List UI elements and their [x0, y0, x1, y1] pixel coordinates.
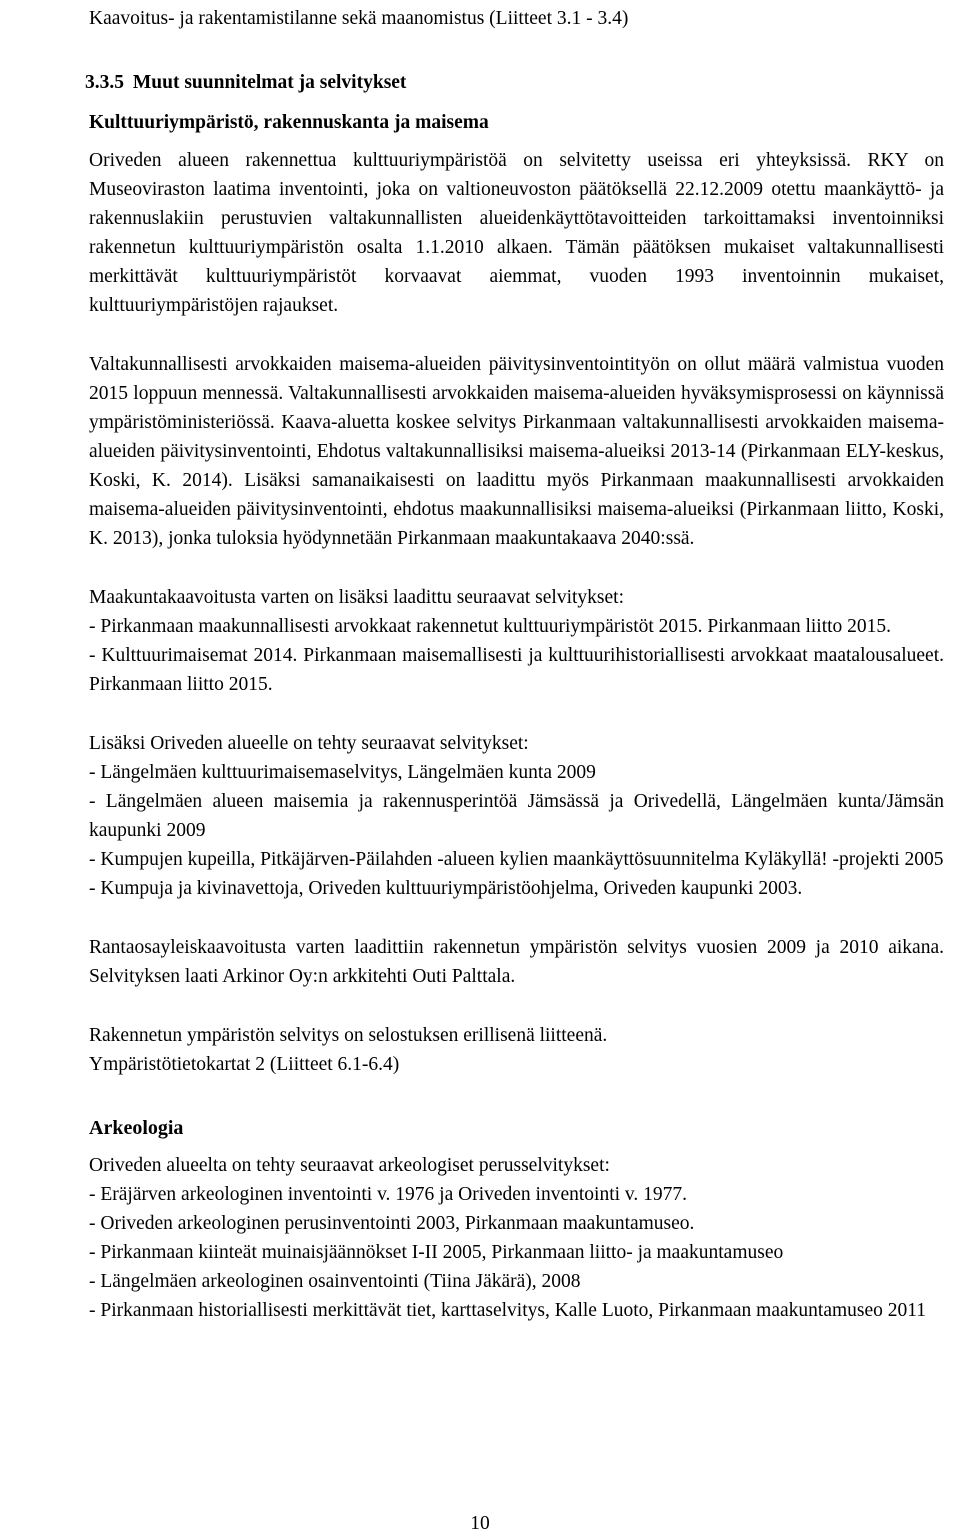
list-item: - Längelmäen alueen maisemia ja rakennusperintöä Jämsässä ja Orivedellä, Längelmäen kunta/Jämsän kaupunki 2009	[89, 791, 944, 841]
list-item: - Eräjärven arkeologinen inventointi v. 1976 ja Oriveden inventointi v. 1977.	[89, 1184, 688, 1205]
page-header: Kaavoitus- ja rakentamistilanne sekä maanomistus (Liitteet 3.1 - 3.4)	[89, 8, 629, 29]
maakunta-intro: Maakuntakaavoitusta varten on lisäksi laadittu seuraavat selvitykset:	[89, 587, 625, 608]
ymparistotietokartat-line: Ympäristötietokartat 2 (Liitteet 6.1-6.4)	[89, 1054, 400, 1075]
list-item: - Kumpujen kupeilla, Pitkäjärven-Päilahden -alueen kylien maankäyttösuunnitelma Kyläkyllä! -projekti 2005	[89, 849, 944, 870]
rky-paragraph: Oriveden alueen rakennettua kulttuuriympäristöä on selvitetty useissa eri yhteyksissä. RKY on Museoviraston laatima inventointi, joka on valtioneuvoston päätöksellä 22.12.2009 otettu maankäyttö- ja rakennuslakiin perustuvien valtakunnallisten alueidenkäyttötavoitteiden tarkoittamaksi inventoinniksi rakennetun kulttuuriympäristön osalta 1.1.2010 alkaen. Tämän päätöksen mukaiset valtakunnallisesti merkittävät kulttuuriympäristöt korvaavat aiemmat, vuoden 1993 inventoinnin mukaiset, kulttuuriympäristöjen rajaukset.	[89, 150, 944, 316]
maisema-paragraph: Valtakunnallisesti arvokkaiden maisema-alueiden päivitysinventointityön on ollut määrä valmistua vuoden 2015 loppuun mennessä. Valtakunnallisesti arvokkaiden maisema-alueiden hyväksymisprosessi on käynnissä ympäristöministeriössä. Kaava-aluetta koskee selvitys Pirkanmaan valtakunnallisesti arvokkaiden maisema-alueiden päivitysinventointi, Ehdotus valtakunnallisiksi maisema-alueiksi 2013-14 (Pirkanmaan ELY-keskus, Koski, K. 2014). Lisäksi samanaikaisesti on laadittu myös Pirkanmaan maakunnallisesti arvokkaiden maisema-alueiden päivitysinventointi, ehdotus maakunnallisiksi maisema-alueiksi (Pirkanmaan liitto, Koski, K. 2013), jonka tuloksia hyödynnetään Pirkanmaan maakuntakaava 2040:ssä.	[89, 354, 944, 549]
rakennettu-line: Rakennetun ympäristön selvitys on selostuksen erillisenä liitteenä.	[89, 1025, 608, 1046]
orivesi-intro: Lisäksi Oriveden alueelle on tehty seuraavat selvitykset:	[89, 733, 529, 754]
arkeologia-heading: Arkeologia	[89, 1117, 184, 1139]
list-item: - Pirkanmaan maakunnallisesti arvokkaat rakennetut kulttuuriympäristöt 2015. Pirkanmaan liitto 2015.	[89, 616, 892, 637]
section-heading	[85, 66, 944, 99]
document-body	[85, 66, 944, 1325]
list-item: - Oriveden arkeologinen perusinventointi 2003, Pirkanmaan maakuntamuseo.	[89, 1213, 695, 1234]
maakunta-list	[89, 612, 944, 699]
page-number: 10	[470, 1513, 490, 1534]
arkeologia-intro: Oriveden alueelta on tehty seuraavat arkeologiset perusselvitykset:	[89, 1155, 610, 1176]
list-item: - Kumpuja ja kivinavettoja, Oriveden kulttuuriympäristöohjelma, Oriveden kaupunki 2003.	[89, 878, 803, 899]
section-title: Muut suunnitelmat ja selvitykset	[132, 72, 407, 93]
list-item: - Pirkanmaan kiinteät muinaisjäännökset I-II 2005, Pirkanmaan liitto- ja maakuntamuseo	[89, 1242, 784, 1263]
arkeologia-list	[89, 1180, 944, 1325]
list-item: - Pirkanmaan historiallisesti merkittävät tiet, karttaselvitys, Kalle Luoto, Pirkanmaan maakuntamuseo 2011	[89, 1300, 927, 1321]
orivesi-list	[89, 758, 944, 903]
list-item: - Längelmäen kulttuurimaisemaselvitys, Längelmäen kunta 2009	[89, 762, 596, 783]
ranta-paragraph: Rantaosayleiskaavoitusta varten laadittiin rakennetun ympäristön selvitys vuosien 2009 ja 2010 aikana. Selvityksen laati Arkinor Oy:n arkkitehti Outi Palttala.	[89, 937, 944, 987]
list-item: - Längelmäen arkeologinen osainventointi (Tiina Jäkärä), 2008	[89, 1271, 581, 1292]
list-item: - Kulttuurimaisemat 2014. Pirkanmaan maisemallisesti ja kulttuurihistoriallisesti arvokkaat maatalousalueet. Pirkanmaan liitto 2015.	[89, 645, 944, 695]
kulttuuriymparisto-heading: Kulttuuriympäristö, rakennuskanta ja maisema	[89, 112, 489, 133]
section-number: 3.3.5	[85, 72, 124, 93]
